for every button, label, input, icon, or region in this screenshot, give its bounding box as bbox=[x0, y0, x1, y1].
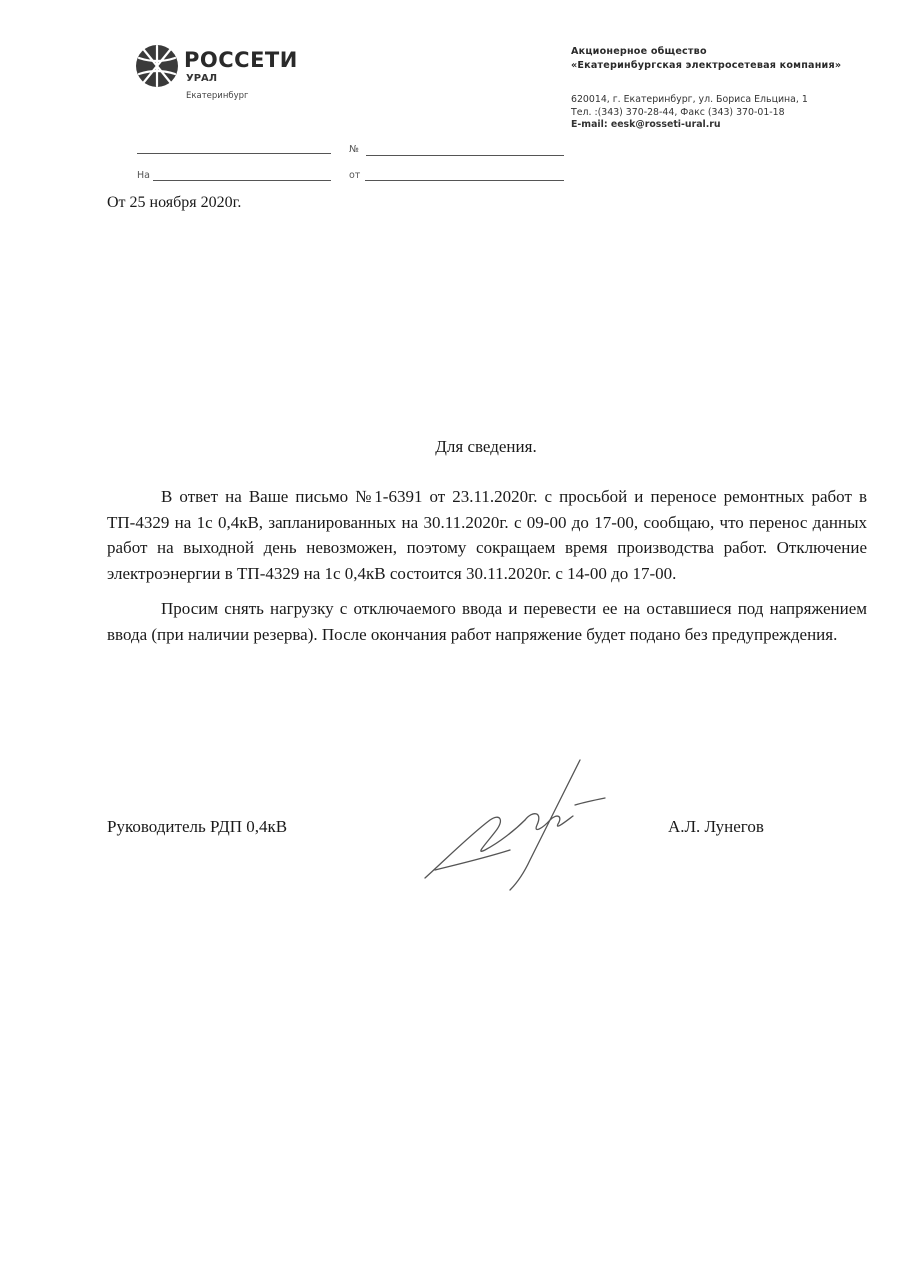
reg-line-top-left bbox=[137, 153, 331, 154]
handwritten-signature bbox=[415, 750, 615, 900]
brand-name: РОССЕТИ bbox=[184, 48, 298, 72]
body-paragraph-1: В ответ на Ваше письмо №1-6391 от 23.11.2020г. с просьбой и переносе ремонтных работ в ТП-4329 на 1с 0,4кВ, запланированных на 30.11.2020г. с 09-00 до 17-00, сообщаю, что перенос данных работ на выходной день невозможен, поэтому сокращаем время производства работ. Отключение электроэнергии в ТП-4329 на 1с 0,4кВ состоится 30.11.2020г. с 14-00 до 17-00. bbox=[107, 487, 867, 583]
reg-line-from bbox=[365, 180, 564, 181]
signatory-name: А.Л. Лунегов bbox=[668, 817, 764, 836]
signatory-position: Руководитель РДП 0,4кВ bbox=[107, 817, 288, 836]
company-line-1: Акционерное общество bbox=[571, 46, 707, 57]
company-address: 620014, г. Екатеринбург, ул. Бориса Ельцина, 1 bbox=[571, 94, 808, 105]
body-paragraph-2: Просим снять нагрузку с отключаемого ввода и перевести ее на оставшиеся под напряжением ввода (при наличии резерва). После окончания работ напряжение будет подано без предупреждения. bbox=[107, 599, 867, 644]
company-phone: Тел. :(343) 370-28-44, Факс (343) 370-01-18 bbox=[571, 106, 785, 118]
letter-body bbox=[107, 484, 867, 657]
reg-line-to bbox=[153, 180, 331, 181]
brand-city: Екатеринбург bbox=[186, 91, 249, 101]
reg-from-label: от bbox=[349, 170, 361, 181]
rosseti-logo-icon bbox=[135, 44, 179, 88]
company-email: E-mail: eesk@rosseti-ural.ru bbox=[571, 119, 721, 130]
reg-line-number bbox=[366, 155, 564, 156]
company-logo bbox=[135, 44, 298, 104]
company-contacts bbox=[571, 94, 871, 132]
company-name bbox=[571, 45, 871, 73]
reg-number-label: № bbox=[349, 144, 359, 155]
reg-to-label: На bbox=[137, 170, 150, 181]
letter-date: От 25 ноября 2020г. bbox=[107, 194, 242, 211]
company-line-2: «Екатеринбургская электросетевая компания» bbox=[571, 60, 842, 71]
brand-region: УРАЛ bbox=[186, 73, 218, 84]
letter-heading: Для сведения. bbox=[435, 437, 537, 456]
